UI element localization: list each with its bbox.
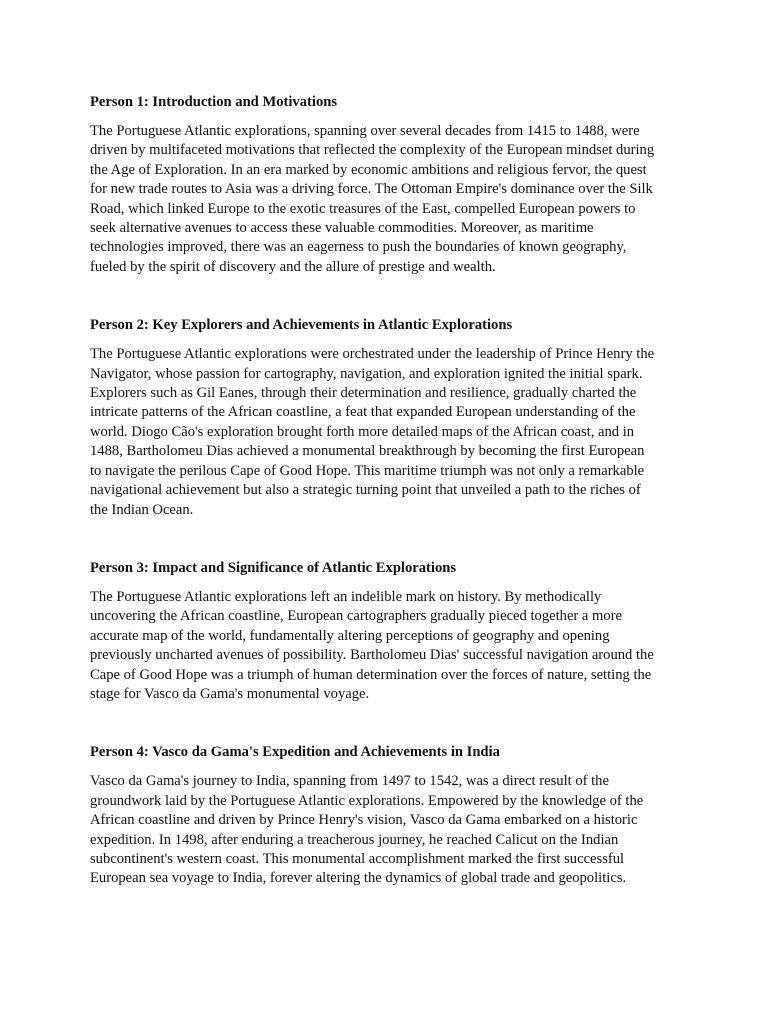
paragraph-line: navigational achievement but also a strategic turning point that unveiled a path to the riches of	[90, 482, 641, 499]
paragraph-line: The Portuguese Atlantic explorations were orchestrated under the leadership of Prince Henry the	[90, 346, 655, 363]
paragraph-line: groundwork laid by the Portuguese Atlantic explorations. Empowered by the knowledge of the	[90, 792, 644, 809]
paragraph-line: previously uncharted avenues of possibility. Bartholomeu Dias' successful navigation around the	[90, 647, 654, 664]
section-heading: Person 1: Introduction and Motivations	[90, 94, 338, 110]
paragraph-line: for new trade routes to Asia was a driving force. The Ottoman Empire's dominance over the Silk	[90, 181, 653, 198]
paragraph-line: seek alternative avenues to access these valuable commodities. Moreover, as maritime	[90, 220, 594, 237]
paragraph-line: Cape of Good Hope was a triumph of human determination over the forces of nature, setting the	[90, 666, 652, 683]
paragraph-line: subcontinent's western coast. This monumental accomplishment marked the first successful	[90, 850, 625, 867]
section-paragraph	[90, 588, 680, 704]
paragraph-line: Navigator, whose passion for cartography, navigation, and exploration ignited the initial spark.	[90, 365, 643, 382]
paragraph-line: expedition. In 1498, after enduring a treacherous journey, he reached Calicut on the Indian	[90, 831, 619, 848]
section-person-3	[90, 559, 680, 704]
paragraph-line: to navigate the perilous Cape of Good Hope. This maritime triumph was not only a remarkable	[90, 462, 645, 479]
paragraph-line: Road, which linked Europe to the exotic treasures of the East, compelled European powers to	[90, 200, 636, 217]
paragraph-line: driven by multifaceted motivations that reflected the complexity of the European mindset during	[90, 142, 655, 159]
section-paragraph	[90, 122, 680, 277]
paragraph-line: intricate patterns of the African coastline, a feat that expanded European understanding of the	[90, 404, 636, 421]
paragraph-line: uncovering the African coastline, European cartographers gradually pieced together a more	[90, 608, 623, 625]
section-person-4	[90, 743, 680, 888]
section-person-1	[90, 93, 680, 277]
section-heading: Person 2: Key Explorers and Achievements in Atlantic Explorations	[90, 317, 513, 334]
section-heading: Person 3: Impact and Significance of Atlantic Explorations	[90, 559, 457, 576]
paragraph-line: Vasco da Gama's journey to India, spanning from 1497 to 1542, was a direct result of the	[90, 773, 609, 790]
paragraph-line: African coastline and driven by Prince Henry's vision, Vasco da Gama embarked on a historic	[90, 812, 638, 829]
paragraph-line: the Age of Exploration. In an era marked by economic ambitions and religious fervor, the quest	[90, 161, 647, 178]
paragraph-line: Explorers such as Gil Eanes, through their determination and resilience, gradually charted the	[90, 385, 637, 402]
paragraph-line: stage for Vasco da Gama's monumental voyage.	[90, 685, 370, 702]
section-person-2	[90, 316, 680, 520]
paragraph-line: the Indian Ocean.	[90, 501, 194, 518]
paragraph-line: technologies improved, there was an eagerness to push the boundaries of known geography,	[90, 239, 627, 256]
paragraph-line: European sea voyage to India, forever altering the dynamics of global trade and geopolitics.	[90, 870, 627, 887]
paragraph-line: 1488, Bartholomeu Dias achieved a monumental breakthrough by becoming the first European	[90, 443, 645, 460]
paragraph-line: The Portuguese Atlantic explorations, spanning over several decades from 1415 to 1488, were	[90, 123, 640, 139]
paragraph-line: The Portuguese Atlantic explorations left an indelible mark on history. By methodically	[90, 588, 602, 605]
section-paragraph	[90, 345, 680, 520]
paragraph-line: accurate map of the world, fundamentally altering perceptions of geography and opening	[90, 627, 610, 644]
section-heading: Person 4: Vasco da Gama's Expedition and Achievements in India	[90, 744, 500, 761]
document-page	[90, 93, 680, 889]
paragraph-line: world. Diogo Cão's exploration brought forth more detailed maps of the African coast, and in	[90, 423, 635, 440]
section-paragraph	[90, 772, 680, 888]
paragraph-line: fueled by the spirit of discovery and the allure of prestige and wealth.	[90, 258, 496, 275]
